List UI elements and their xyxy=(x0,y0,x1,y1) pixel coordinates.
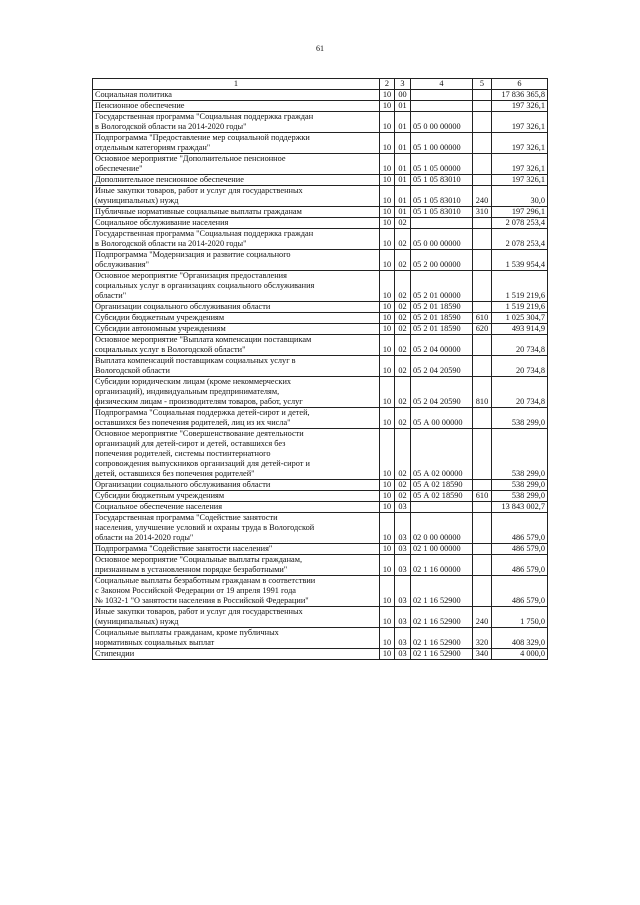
subsection-code-cell: 02 xyxy=(395,271,411,302)
subsection-code-cell: 03 xyxy=(395,607,411,628)
amount-cell: 493 914,9 xyxy=(492,324,548,335)
section-code-cell: 10 xyxy=(380,429,395,480)
expense-type-cell xyxy=(473,112,492,133)
amount-cell: 538 299,0 xyxy=(492,429,548,480)
row-name-cell: Субсидии бюджетным учреждениям xyxy=(93,491,380,502)
table-row xyxy=(93,555,548,576)
table-row xyxy=(93,133,548,154)
amount-cell: 1 750,0 xyxy=(492,607,548,628)
amount-cell: 486 579,0 xyxy=(492,576,548,607)
row-name-cell: Подпрограмма "Содействие занятости населения" xyxy=(93,544,380,555)
expense-type-cell xyxy=(473,90,492,101)
row-name-cell: Субсидии юридическим лицам (кроме некоммерческих организаций), индивидуальным предпринимателям, физическим лицам - производителям товаров, работ, услуг xyxy=(93,377,380,408)
row-name-cell: Основное мероприятие "Социальные выплаты гражданам, признанным в установленном порядке безработными" xyxy=(93,555,380,576)
section-code-cell: 10 xyxy=(380,408,395,429)
expense-type-cell xyxy=(473,218,492,229)
target-article-cell: 02 1 16 00000 xyxy=(411,555,473,576)
amount-cell: 408 329,0 xyxy=(492,628,548,649)
amount-cell: 486 579,0 xyxy=(492,555,548,576)
table-row xyxy=(93,271,548,302)
row-name-cell: Основное мероприятие "Дополнительное пенсионное обеспечение" xyxy=(93,154,380,175)
target-article-cell xyxy=(411,502,473,513)
section-code-cell: 10 xyxy=(380,576,395,607)
target-article-cell: 02 1 16 52900 xyxy=(411,607,473,628)
target-article-cell: 05 1 05 83010 xyxy=(411,175,473,186)
target-article-cell: 05 2 01 18590 xyxy=(411,302,473,313)
header-cell: 5 xyxy=(473,79,492,90)
row-name-cell: Социальное обеспечение населения xyxy=(93,502,380,513)
amount-cell: 30,0 xyxy=(492,186,548,207)
table-row xyxy=(93,302,548,313)
table-header-row xyxy=(93,79,548,90)
amount-cell: 538 299,0 xyxy=(492,408,548,429)
amount-cell: 13 843 002,7 xyxy=(492,502,548,513)
amount-cell: 17 836 365,8 xyxy=(492,90,548,101)
section-code-cell: 10 xyxy=(380,302,395,313)
subsection-code-cell: 00 xyxy=(395,90,411,101)
header-cell: 1 xyxy=(93,79,380,90)
target-article-cell: 05 А 02 00000 xyxy=(411,429,473,480)
section-code-cell: 10 xyxy=(380,335,395,356)
subsection-code-cell: 02 xyxy=(395,377,411,408)
target-article-cell: 05 1 05 83010 xyxy=(411,186,473,207)
subsection-code-cell: 01 xyxy=(395,112,411,133)
table-row xyxy=(93,207,548,218)
expense-type-cell xyxy=(473,429,492,480)
table-row xyxy=(93,628,548,649)
subsection-code-cell: 03 xyxy=(395,649,411,660)
table-row xyxy=(93,502,548,513)
expense-type-cell: 610 xyxy=(473,313,492,324)
section-code-cell: 10 xyxy=(380,218,395,229)
table-row xyxy=(93,408,548,429)
target-article-cell: 02 1 16 52900 xyxy=(411,628,473,649)
amount-cell: 538 299,0 xyxy=(492,480,548,491)
expense-type-cell: 240 xyxy=(473,607,492,628)
header-cell: 2 xyxy=(380,79,395,90)
target-article-cell: 02 1 00 00000 xyxy=(411,544,473,555)
expense-type-cell xyxy=(473,408,492,429)
row-name-cell: Публичные нормативные социальные выплаты гражданам xyxy=(93,207,380,218)
table-row xyxy=(93,250,548,271)
target-article-cell: 05 1 05 00000 xyxy=(411,154,473,175)
target-article-cell: 05 1 05 83010 xyxy=(411,207,473,218)
expense-type-cell: 610 xyxy=(473,491,492,502)
target-article-cell: 05 2 04 20590 xyxy=(411,377,473,408)
section-code-cell: 10 xyxy=(380,250,395,271)
subsection-code-cell: 01 xyxy=(395,207,411,218)
amount-cell: 197 326,1 xyxy=(492,175,548,186)
table-row xyxy=(93,544,548,555)
row-name-cell: Субсидии автономным учреждениям xyxy=(93,324,380,335)
budget-table xyxy=(92,78,548,660)
amount-cell: 4 000,0 xyxy=(492,649,548,660)
subsection-code-cell: 01 xyxy=(395,186,411,207)
target-article-cell: 05 0 00 00000 xyxy=(411,229,473,250)
row-name-cell: Государственная программа "Содействие занятости населения, улучшение условий и охраны труда в Вологодской области на 2014-2020 годы" xyxy=(93,513,380,544)
target-article-cell: 05 2 04 20590 xyxy=(411,356,473,377)
section-code-cell: 10 xyxy=(380,207,395,218)
expense-type-cell xyxy=(473,250,492,271)
amount-cell: 20 734,8 xyxy=(492,335,548,356)
header-cell: 6 xyxy=(492,79,548,90)
subsection-code-cell: 02 xyxy=(395,480,411,491)
target-article-cell: 05 2 00 00000 xyxy=(411,250,473,271)
subsection-code-cell: 01 xyxy=(395,133,411,154)
expense-type-cell xyxy=(473,502,492,513)
target-article-cell: 02 1 16 52900 xyxy=(411,576,473,607)
row-name-cell: Основное мероприятие "Совершенствование деятельности организаций для детей-сирот и детей, оставшихся без попечения родителей, системы постинтернатного сопровождения выпускников организаций для детей-сирот и детей, оставшихся без попечения родителей" xyxy=(93,429,380,480)
table-row xyxy=(93,101,548,112)
section-code-cell: 10 xyxy=(380,491,395,502)
expense-type-cell: 810 xyxy=(473,377,492,408)
table-row xyxy=(93,313,548,324)
expense-type-cell xyxy=(473,101,492,112)
expense-type-cell xyxy=(473,133,492,154)
subsection-code-cell: 03 xyxy=(395,502,411,513)
expense-type-cell xyxy=(473,302,492,313)
section-code-cell: 10 xyxy=(380,186,395,207)
row-name-cell: Пенсионное обеспечение xyxy=(93,101,380,112)
target-article-cell: 05 А 00 00000 xyxy=(411,408,473,429)
expense-type-cell xyxy=(473,544,492,555)
expense-type-cell xyxy=(473,513,492,544)
amount-cell: 20 734,8 xyxy=(492,356,548,377)
table-row xyxy=(93,154,548,175)
subsection-code-cell: 03 xyxy=(395,544,411,555)
target-article-cell: 05 2 01 00000 xyxy=(411,271,473,302)
expense-type-cell xyxy=(473,335,492,356)
table-row xyxy=(93,335,548,356)
expense-type-cell xyxy=(473,480,492,491)
section-code-cell: 10 xyxy=(380,480,395,491)
section-code-cell: 10 xyxy=(380,377,395,408)
table-row xyxy=(93,513,548,544)
section-code-cell: 10 xyxy=(380,502,395,513)
row-name-cell: Социальная политика xyxy=(93,90,380,101)
amount-cell: 197 326,1 xyxy=(492,133,548,154)
page-number: 61 xyxy=(316,44,324,53)
section-code-cell: 10 xyxy=(380,90,395,101)
table-row xyxy=(93,491,548,502)
row-name-cell: Государственная программа "Социальная поддержка граждан в Вологодской области на 2014-2020 годы" xyxy=(93,112,380,133)
table-row xyxy=(93,90,548,101)
table-row xyxy=(93,607,548,628)
amount-cell: 1 025 304,7 xyxy=(492,313,548,324)
amount-cell: 197 326,1 xyxy=(492,101,548,112)
section-code-cell: 10 xyxy=(380,133,395,154)
section-code-cell: 10 xyxy=(380,112,395,133)
section-code-cell: 10 xyxy=(380,324,395,335)
subsection-code-cell: 02 xyxy=(395,335,411,356)
section-code-cell: 10 xyxy=(380,544,395,555)
subsection-code-cell: 02 xyxy=(395,408,411,429)
subsection-code-cell: 03 xyxy=(395,555,411,576)
target-article-cell xyxy=(411,101,473,112)
row-name-cell: Социальное обслуживание населения xyxy=(93,218,380,229)
row-name-cell: Иные закупки товаров, работ и услуг для государственных (муниципальных) нужд xyxy=(93,607,380,628)
target-article-cell: 02 1 16 52900 xyxy=(411,649,473,660)
table-row xyxy=(93,175,548,186)
section-code-cell: 10 xyxy=(380,175,395,186)
table-row xyxy=(93,429,548,480)
target-article-cell: 02 0 00 00000 xyxy=(411,513,473,544)
subsection-code-cell: 03 xyxy=(395,513,411,544)
row-name-cell: Подпрограмма "Модернизация и развитие социального обслуживания" xyxy=(93,250,380,271)
subsection-code-cell: 02 xyxy=(395,250,411,271)
amount-cell: 538 299,0 xyxy=(492,491,548,502)
expense-type-cell: 320 xyxy=(473,628,492,649)
subsection-code-cell: 01 xyxy=(395,154,411,175)
section-code-cell: 10 xyxy=(380,356,395,377)
expense-type-cell xyxy=(473,576,492,607)
section-code-cell: 10 xyxy=(380,555,395,576)
section-code-cell: 10 xyxy=(380,313,395,324)
section-code-cell: 10 xyxy=(380,649,395,660)
table-row xyxy=(93,377,548,408)
header-cell: 3 xyxy=(395,79,411,90)
section-code-cell: 10 xyxy=(380,628,395,649)
subsection-code-cell: 02 xyxy=(395,356,411,377)
table-row xyxy=(93,356,548,377)
table-row xyxy=(93,480,548,491)
table-row xyxy=(93,324,548,335)
amount-cell: 2 078 253,4 xyxy=(492,229,548,250)
section-code-cell: 10 xyxy=(380,101,395,112)
target-article-cell: 05 А 02 18590 xyxy=(411,480,473,491)
subsection-code-cell: 02 xyxy=(395,229,411,250)
table-row xyxy=(93,576,548,607)
expense-type-cell: 240 xyxy=(473,186,492,207)
amount-cell: 2 078 253,4 xyxy=(492,218,548,229)
row-name-cell: Подпрограмма "Социальная поддержка детей-сирот и детей, оставшихся без попечения родителей, лиц из их числа" xyxy=(93,408,380,429)
subsection-code-cell: 02 xyxy=(395,324,411,335)
amount-cell: 486 579,0 xyxy=(492,544,548,555)
amount-cell: 197 326,1 xyxy=(492,154,548,175)
section-code-cell: 10 xyxy=(380,271,395,302)
amount-cell: 1 519 219,6 xyxy=(492,271,548,302)
row-name-cell: Выплата компенсаций поставщикам социальных услуг в Вологодской области xyxy=(93,356,380,377)
subsection-code-cell: 03 xyxy=(395,628,411,649)
expense-type-cell xyxy=(473,356,492,377)
expense-type-cell: 620 xyxy=(473,324,492,335)
subsection-code-cell: 02 xyxy=(395,491,411,502)
amount-cell: 486 579,0 xyxy=(492,513,548,544)
expense-type-cell: 340 xyxy=(473,649,492,660)
amount-cell: 197 296,1 xyxy=(492,207,548,218)
section-code-cell: 10 xyxy=(380,607,395,628)
table-row xyxy=(93,229,548,250)
target-article-cell: 05 2 04 00000 xyxy=(411,335,473,356)
target-article-cell: 05 А 02 18590 xyxy=(411,491,473,502)
table-row xyxy=(93,112,548,133)
expense-type-cell: 310 xyxy=(473,207,492,218)
section-code-cell: 10 xyxy=(380,154,395,175)
table-row xyxy=(93,218,548,229)
row-name-cell: Иные закупки товаров, работ и услуг для государственных (муниципальных) нужд xyxy=(93,186,380,207)
row-name-cell: Основное мероприятие "Выплата компенсации поставщикам социальных услуг в Вологодской области" xyxy=(93,335,380,356)
expense-type-cell xyxy=(473,555,492,576)
expense-type-cell xyxy=(473,154,492,175)
row-name-cell: Организации социального обслуживания области xyxy=(93,480,380,491)
row-name-cell: Подпрограмма "Предоставление мер социальной поддержки отдельным категориям граждан" xyxy=(93,133,380,154)
subsection-code-cell: 02 xyxy=(395,218,411,229)
subsection-code-cell: 01 xyxy=(395,175,411,186)
amount-cell: 20 734,8 xyxy=(492,377,548,408)
target-article-cell: 05 2 01 18590 xyxy=(411,324,473,335)
section-code-cell: 10 xyxy=(380,229,395,250)
row-name-cell: Субсидии бюджетным учреждениям xyxy=(93,313,380,324)
row-name-cell: Государственная программа "Социальная поддержка граждан в Вологодской области на 2014-2020 годы" xyxy=(93,229,380,250)
row-name-cell: Организации социального обслуживания области xyxy=(93,302,380,313)
row-name-cell: Дополнительное пенсионное обеспечение xyxy=(93,175,380,186)
subsection-code-cell: 03 xyxy=(395,576,411,607)
table-row xyxy=(93,186,548,207)
row-name-cell: Социальные выплаты гражданам, кроме публичных нормативных социальных выплат xyxy=(93,628,380,649)
expense-type-cell xyxy=(473,271,492,302)
target-article-cell: 05 0 00 00000 xyxy=(411,112,473,133)
target-article-cell xyxy=(411,90,473,101)
expense-type-cell xyxy=(473,229,492,250)
section-code-cell: 10 xyxy=(380,513,395,544)
amount-cell: 197 326,1 xyxy=(492,112,548,133)
expense-type-cell xyxy=(473,175,492,186)
row-name-cell: Стипендии xyxy=(93,649,380,660)
subsection-code-cell: 01 xyxy=(395,101,411,112)
header-cell: 4 xyxy=(411,79,473,90)
amount-cell: 1 519 219,6 xyxy=(492,302,548,313)
row-name-cell: Основное мероприятие "Организация предоставления социальных услуг в организациях социального обслуживания области" xyxy=(93,271,380,302)
amount-cell: 1 539 954,4 xyxy=(492,250,548,271)
target-article-cell: 05 1 00 00000 xyxy=(411,133,473,154)
row-name-cell: Социальные выплаты безработным гражданам в соответствии с Законом Российской Федерации от 19 апреля 1991 года № 1032-1 "О занятости населения в Российской Федерации" xyxy=(93,576,380,607)
subsection-code-cell: 02 xyxy=(395,313,411,324)
subsection-code-cell: 02 xyxy=(395,429,411,480)
table-row xyxy=(93,649,548,660)
target-article-cell: 05 2 01 18590 xyxy=(411,313,473,324)
subsection-code-cell: 02 xyxy=(395,302,411,313)
target-article-cell xyxy=(411,218,473,229)
